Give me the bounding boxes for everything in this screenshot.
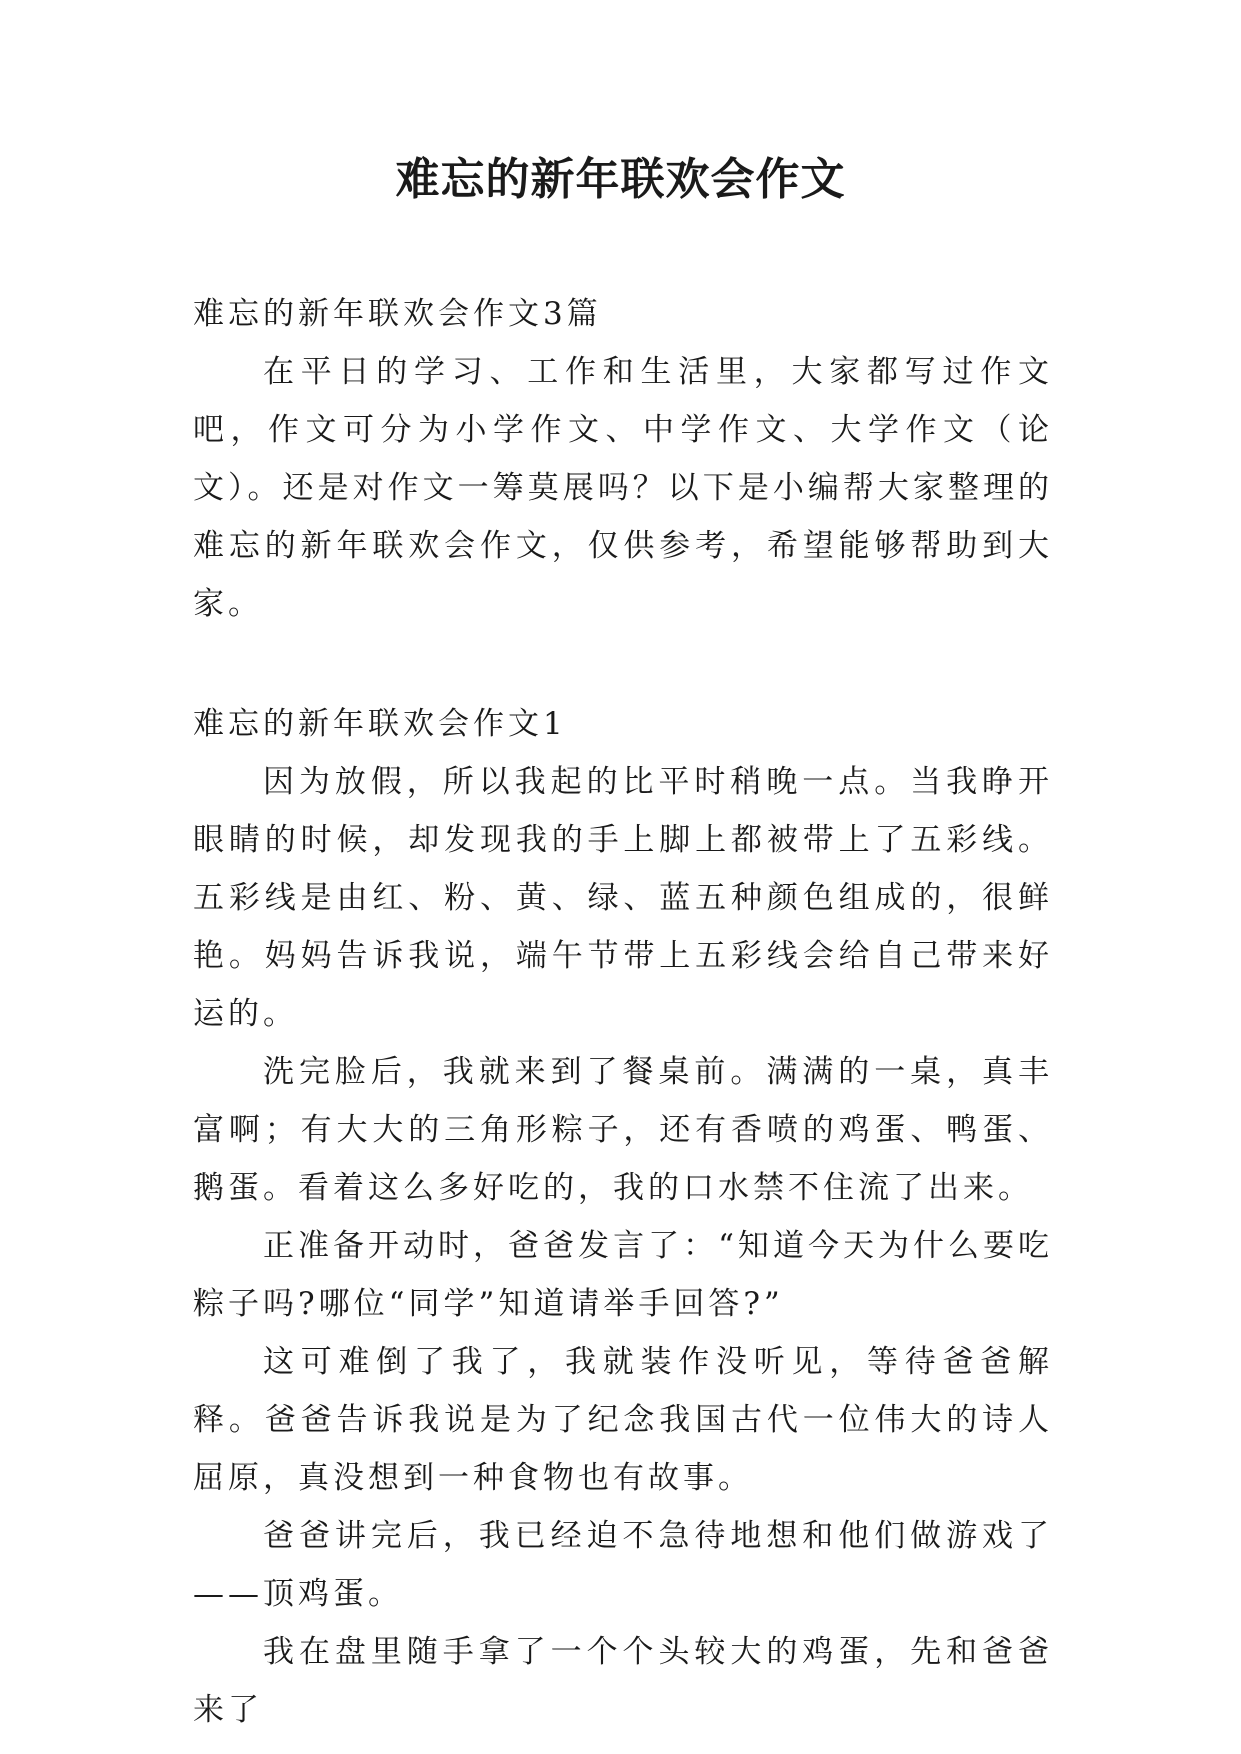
section-heading: 难忘的新年联欢会作文1	[193, 706, 567, 742]
body-paragraph: 洗完脸后，我就来到了餐桌前。满满的一桌，真丰富啊；有大大的三角形粽子，还有香喷的鸡蛋、鸭蛋、鹅蛋。看着这么多好吃的，我的口水禁不住流了出来。	[193, 1054, 1053, 1206]
body-paragraph: 因为放假，所以我起的比平时稍晚一点。当我睁开眼睛的时候，却发现我的手上脚上都被带上了五彩线。五彩线是由红、粉、黄、绿、蓝五种颜色组成的，很鲜艳。妈妈告诉我说，端午节带上五彩线会给自己带来好运的。	[193, 764, 1053, 1032]
document-body	[193, 285, 1053, 1739]
intro-heading: 难忘的新年联欢会作文3篇	[193, 296, 602, 332]
document-title: 难忘的新年联欢会作文	[395, 154, 846, 205]
body-paragraph: 爸爸讲完后，我已经迫不急待地想和他们做游戏了——顶鸡蛋。	[193, 1518, 1053, 1612]
body-paragraph: 正准备开动时，爸爸发言了：“知道今天为什么要吃粽子吗?哪位“同学”知道请举手回答?”	[193, 1228, 1053, 1322]
intro-paragraph: 在平日的学习、工作和生活里，大家都写过作文吧，作文可分为小学作文、中学作文、大学作文（论文）。还是对作文一筹莫展吗？以下是小编帮大家整理的难忘的新年联欢会作文，仅供参考，希望能够帮助到大家。	[193, 354, 1053, 622]
body-paragraph: 这可难倒了我了，我就装作没听见，等待爸爸解释。爸爸告诉我说是为了纪念我国古代一位伟大的诗人屈原，真没想到一种食物也有故事。	[193, 1344, 1053, 1496]
section-spacer	[193, 633, 1053, 695]
body-paragraph: 我在盘里随手拿了一个个头较大的鸡蛋，先和爸爸来了	[193, 1634, 1053, 1728]
